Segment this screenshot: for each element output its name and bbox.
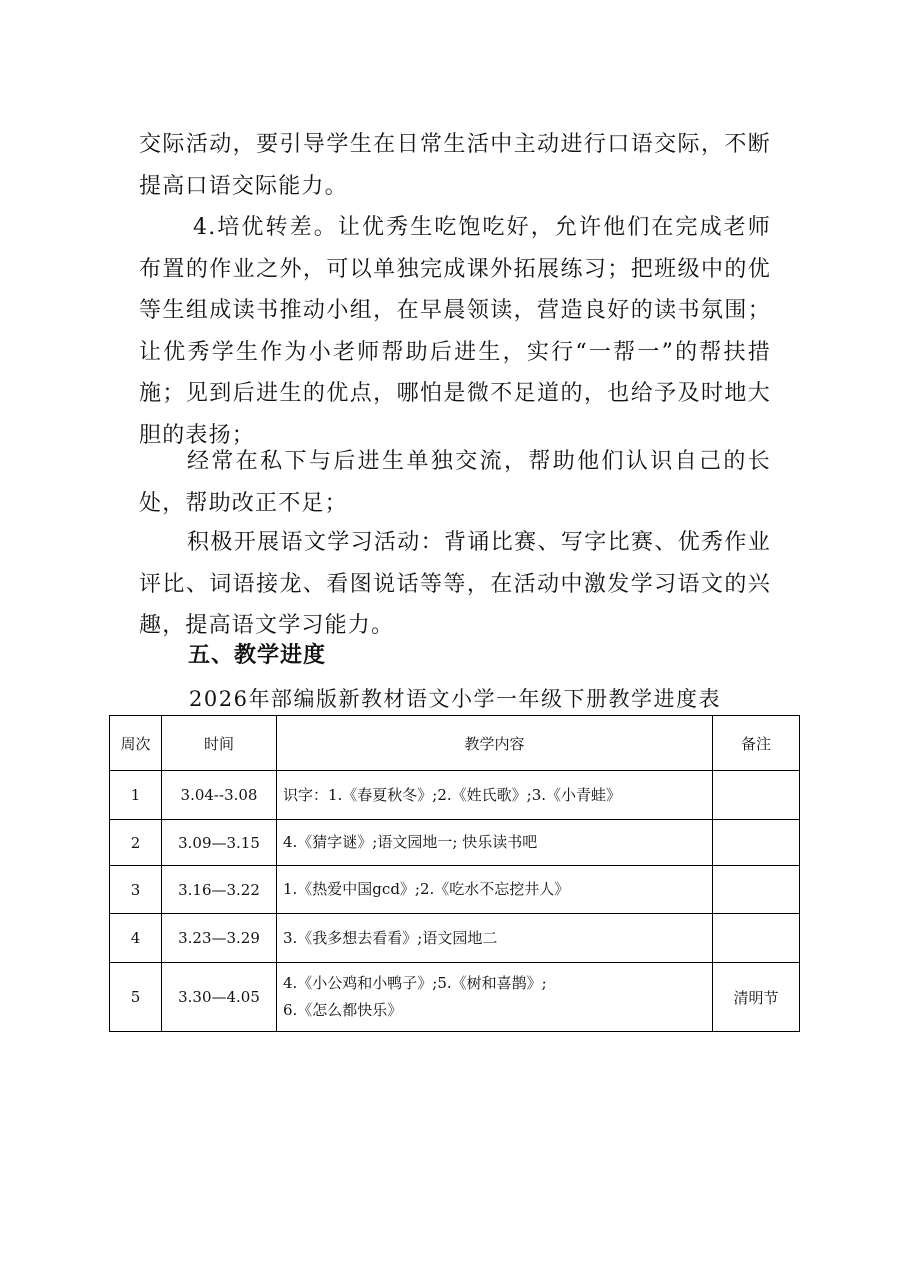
cell-note bbox=[713, 914, 800, 963]
header-note: 备注 bbox=[713, 716, 800, 771]
table-row bbox=[110, 820, 800, 866]
header-time: 时间 bbox=[162, 716, 277, 771]
cell-content: 3.《我多想去看看》;语文园地二 bbox=[277, 914, 713, 963]
table-caption: 2026年部编版新教材语文小学一年级下册教学进度表 bbox=[189, 687, 721, 711]
cell-week: 5 bbox=[110, 963, 162, 1032]
cell-time: 3.09—3.15 bbox=[162, 820, 277, 866]
cell-time: 3.04--3.08 bbox=[162, 771, 277, 820]
cell-content bbox=[277, 963, 713, 1032]
paragraph-private-talks: 经常在私下与后进生单独交流，帮助他们认识自己的长处，帮助改正不足； bbox=[139, 449, 771, 516]
table-row bbox=[110, 771, 800, 820]
cell-time: 3.16—3.22 bbox=[162, 866, 277, 914]
section-heading: 五、教学进度 bbox=[188, 643, 327, 668]
cell-week: 4 bbox=[110, 914, 162, 963]
paragraph-top-students: 4.培优转差。让优秀生吃饱吃好，允许他们在完成老师布置的作业之外，可以单独完成课外拓展练习；把班级中的优等生组成读书推动小组，在早晨领读，营造良好的读书氛围；让优秀学生作为小老师帮助后进生，实行“一帮一”的帮扶措施；见到后进生的优点，哪怕是微不足道的，也给予及时地大胆的表扬； bbox=[139, 215, 771, 448]
paragraph-oral-communication: 交际活动，要引导学生在日常生活中主动进行口语交际，不断提高口语交际能力。 bbox=[139, 132, 771, 199]
paragraph-activities: 积极开展语文学习活动：背诵比赛、写字比赛、优秀作业评比、词语接龙、看图说话等等，在活动中激发学习语文的兴趣，提高语文学习能力。 bbox=[139, 530, 771, 638]
cell-content-line: 4.《小公鸡和小鸭子》;5.《树和喜鹊》; bbox=[283, 974, 547, 992]
cell-week: 3 bbox=[110, 866, 162, 914]
table-header-row bbox=[110, 716, 800, 771]
cell-note bbox=[713, 771, 800, 820]
cell-note bbox=[713, 866, 800, 914]
cell-content: 4.《猜字谜》;语文园地一; 快乐读书吧 bbox=[277, 820, 713, 866]
cell-note bbox=[713, 820, 800, 866]
cell-week: 2 bbox=[110, 820, 162, 866]
schedule-table bbox=[109, 715, 800, 1032]
cell-note: 清明节 bbox=[713, 963, 800, 1032]
table-row bbox=[110, 866, 800, 914]
header-week: 周次 bbox=[110, 716, 162, 771]
cell-content: 1.《热爱中国gcd》;2.《吃水不忘挖井人》 bbox=[277, 866, 713, 914]
table-row bbox=[110, 914, 800, 963]
cell-content: 识字：1.《春夏秋冬》;2.《姓氏歌》;3.《小青蛙》 bbox=[277, 771, 713, 820]
cell-content-line: 6.《怎么都快乐》 bbox=[283, 1001, 403, 1019]
cell-week: 1 bbox=[110, 771, 162, 820]
table-row bbox=[110, 963, 800, 1032]
header-content: 教学内容 bbox=[277, 716, 713, 771]
cell-time: 3.30—4.05 bbox=[162, 963, 277, 1032]
cell-time: 3.23—3.29 bbox=[162, 914, 277, 963]
